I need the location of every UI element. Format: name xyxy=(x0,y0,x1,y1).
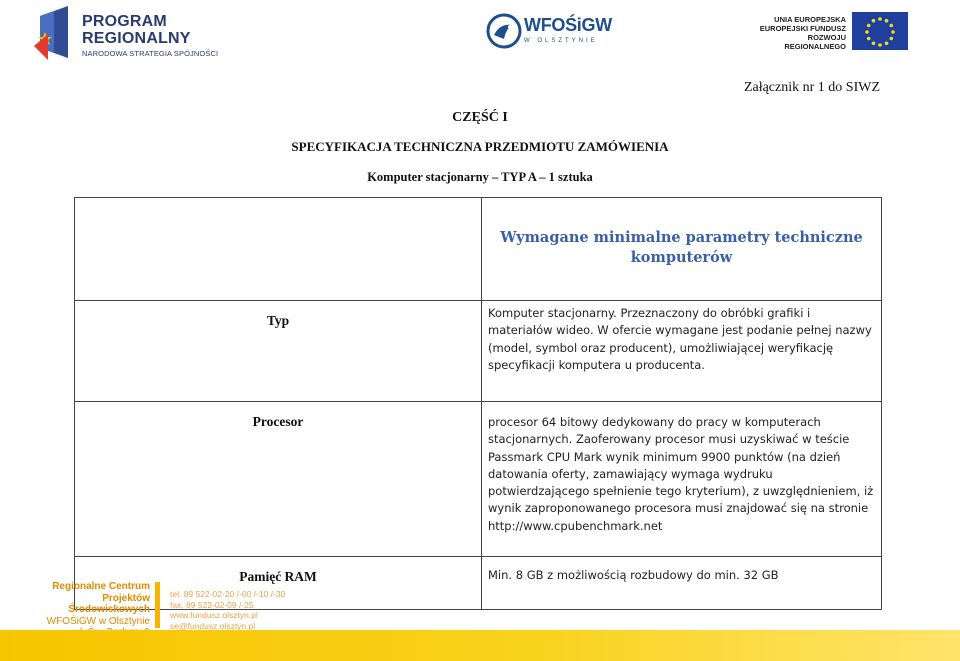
part-title: CZĘŚĆ I xyxy=(452,110,508,125)
row-label-procesor: Procesor xyxy=(75,402,482,557)
wfosigw-subtitle: W OLSZTYNIE xyxy=(524,38,598,44)
spec-table xyxy=(74,197,882,610)
eu-line3: ROZWOJU REGIONALNEGO xyxy=(784,32,846,51)
row-value-typ: Komputer stacjonarny. Przeznaczony do obróbki grafiki i materiałów wideo. W ofercie wymagane jest podanie pełnej nazwy (model, symbol oraz producent), umożliwiającej weryfikację specyfikacji komputera u producenta. xyxy=(482,301,882,402)
annex-label: Załącznik nr 1 do SIWZ xyxy=(743,80,880,95)
wfosigw-name: WFOŚiGW xyxy=(524,15,612,35)
footer-stripe xyxy=(0,630,960,661)
footer-line: Regionalne Centrum xyxy=(52,581,150,592)
footer-phone: tel. 89 522-02-20 /-00 /-10 /-30 xyxy=(170,589,286,599)
footer-contact xyxy=(170,589,285,631)
program-regionalny-emblem-icon xyxy=(34,2,78,60)
eu-line2: EUROPEJSKI FUNDUSZ xyxy=(759,23,846,33)
eu-logo xyxy=(750,12,910,52)
footer-fax: fax. 89 522-02-09 /-25 xyxy=(170,599,254,610)
row-value-procesor: procesor 64 bitowy dedykowany do pracy w komputerach stacjonarnych. Zaoferowany procesor musi uzyskiwać w teście Passmark CPU Mark wynik minimum 9900 punktów (na dzień datowania oferty, zamawiający wymaga wydruku potwierdzającego spełnienie tego kryterium), z uwzględnieniem, iż wynik zaproponowanego procesora musi znajdować się na stronie http://www.cpubenchmark.net xyxy=(482,402,882,557)
pc-title: Komputer stacjonarny – TYP A – 1 sztuka xyxy=(367,170,593,184)
row-label-ram: Pamięć RAM xyxy=(75,557,482,610)
footer-website: www.fundusz.olsztyn.pl xyxy=(170,610,258,620)
wfosigw-logo xyxy=(486,13,612,49)
header-empty-cell xyxy=(75,198,482,301)
footer-email: se@fundusz.olsztyn.pl xyxy=(170,620,256,631)
program-label: PROGRAM xyxy=(82,13,167,30)
footer-divider xyxy=(155,582,160,628)
nss-label: NARODOWA STRATEGIA SPÓJNOŚCI xyxy=(82,49,219,58)
table-row xyxy=(75,402,882,557)
eu-flag-icon xyxy=(852,12,908,50)
spec-title: SPECYFIKACJA TECHNICZNA PRZEDMIOTU ZAMÓWIENIA xyxy=(291,139,669,154)
row-value-ram: Min. 8 GB z możliwością rozbudowy do min. 32 GB xyxy=(482,557,882,610)
table-row xyxy=(75,301,882,402)
row-label-typ: Typ xyxy=(75,301,482,402)
table-header-row xyxy=(75,198,882,301)
regionalny-label: REGIONALNY xyxy=(82,30,191,47)
table-header: Wymagane minimalne parametry techniczne komputerów xyxy=(482,198,882,301)
footer-line: Projektów Środowiskowych xyxy=(68,592,150,615)
eu-line1: UNIA EUROPEJSKA xyxy=(774,15,846,24)
footer-line: WFOŚiGW w Olsztynie xyxy=(46,615,150,627)
wfosigw-circle-icon xyxy=(486,13,522,49)
program-regionalny-logo xyxy=(34,2,224,60)
